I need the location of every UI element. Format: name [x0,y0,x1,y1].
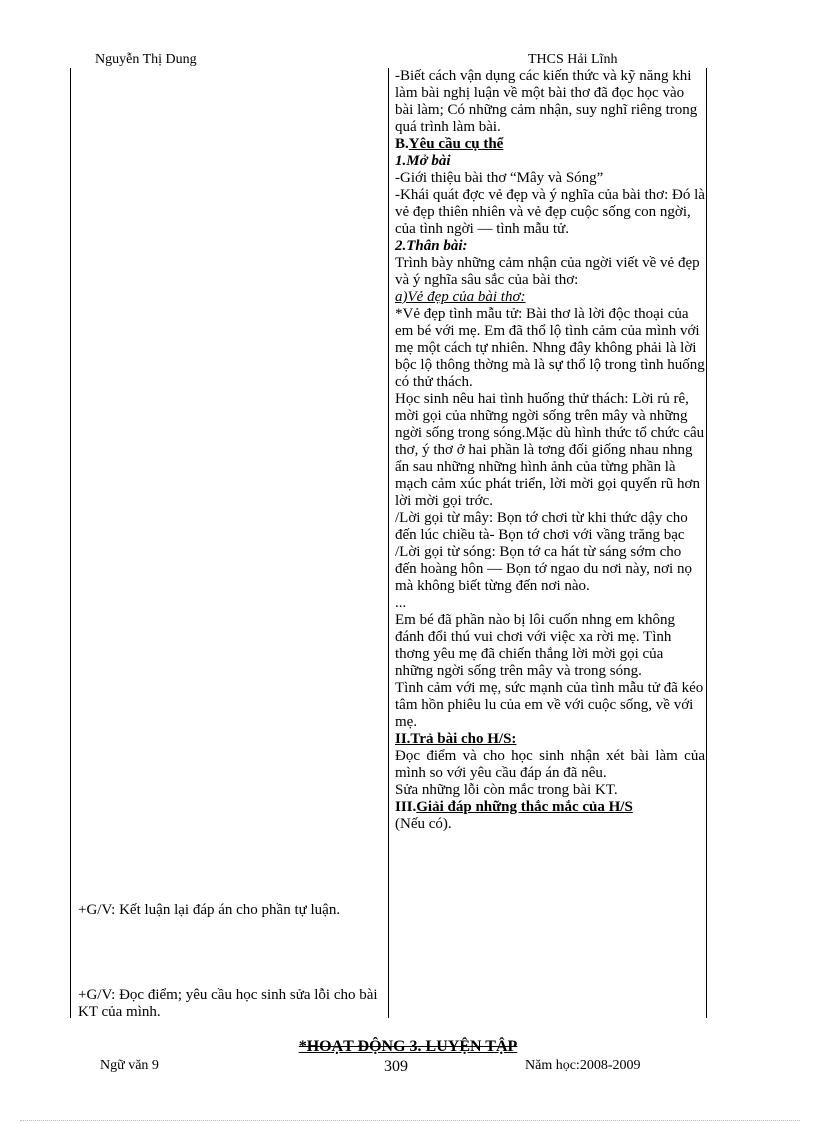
section-ii-paragraph-1: Đọc điểm và cho học sinh nhận xét bài làm của mình so với yêu cầu đáp án đã nêu. [395,748,705,781]
mo-bai-line-2: -Khái quát đợc vẻ đẹp và ý nghĩa của bài thơ: Đó là vẻ đẹp thiên nhiên và vẻ đẹp cuộc sống con ngời, của tình ngời — tình mẫu tử. [395,187,705,237]
section-ii-heading: II.Trả bài cho H/S: [395,731,517,747]
teacher-note-1: +G/V: Kết luận lại đáp án cho phần tự luận. [78,902,341,918]
section-b-title: Yêu cầu cụ thể [408,136,504,152]
table-border-left [70,68,71,1018]
paragraph-loi-goi-song: /Lời gọi từ sóng: Bọn tớ ca hát từ sáng sớm cho đến hoàng hôn — Bọn tớ ngao du nơi này, nơi nọ mà không biết từng đến nơi nào. [395,544,692,594]
page-bottom-divider [20,1120,800,1121]
page-number: 309 [384,1058,408,1075]
section-iii-title: Giải đáp những thắc mắc của H/S [416,799,633,815]
footer-subject: Ngữ văn 9 [100,1058,159,1073]
ellipsis: ... [395,595,407,611]
section-b-prefix: B. [395,136,409,152]
mo-bai-heading: 1.Mở bài [395,153,451,169]
mo-bai-line-1: -Giới thiệu bài thơ “Mây và Sóng” [395,170,604,186]
teacher-note-2: +G/V: Đọc điểm; yêu cầu học sinh sửa lỗi cho bài KT của mình. [78,987,378,1020]
objective-paragraph: -Biết cách vận dụng các kiến thức và kỹ năng khi làm bài nghị luận về một bài thơ đã đọc học vào bài làm; Có những cảm nhận, suy nghĩ riêng trong quá trình làm bài. [395,68,698,135]
section-ii-paragraph-2: Sửa những lỗi còn mắc trong bài KT. [395,782,618,798]
paragraph-loi-goi-may: /Lời gọi từ mây: Bọn tớ chơi từ khi thức dậy cho đến lúc chiều tà- Bọn tớ chơi với vầng trăng bạc [395,510,688,543]
than-bai-intro: Trình bày những cảm nhận của ngời viết về vẻ đẹp và ý nghĩa sâu sắc của bài thơ: [395,255,700,288]
header-author: Nguyễn Thị Dung [95,52,197,67]
section-iii-heading [395,799,705,816]
paragraph-em-be: Em bé đã phần nào bị lôi cuốn nhng em không đánh đổi thú vui chơi với việc xa rời mẹ. Tình thơng yêu mẹ đã chiến thắng lời mời gọi của những ngời sống trên mây và trong sóng. [395,612,675,679]
paragraph-tinh-mau-tu: *Vẻ đẹp tình mẫu tử: Bài thơ là lời độc thoại của em bé với mẹ. Em đã thổ lộ tình cảm của mình với mẹ một cách tự nhiên. Nhng đây không phải là lời bộc lộ thông thờng mà là sự thổ lộ trong tình huống có thử thách. [395,306,705,390]
activity-heading: *HOẠT ĐỘNG 3. LUYỆN TẬP [298,1038,518,1055]
than-bai-heading: 2.Thân bài: [395,238,468,254]
sub-heading-a: a)Vẻ đẹp của bài thơ: [395,289,526,305]
right-column [395,68,705,833]
table-border-middle [388,68,389,1018]
section-iii-paragraph: (Nếu có). [395,816,452,832]
section-iii-prefix: III. [395,799,417,815]
section-b-heading [395,136,705,153]
table-border-right [706,68,707,1018]
header-school: THCS Hải Lĩnh [528,52,618,67]
footer-school-year: Năm học:2008-2009 [525,1058,641,1073]
paragraph-tinh-huong: Học sinh nêu hai tình huống thử thách: Lời rủ rê, mời gọi của những ngời sống trên mây và những ngời sống trong sóng.Mặc dù hình thức tổ chức câu thơ, ý thơ ở hai phần là tơng đối giống nhau nhng ẩn sau những những hình ảnh của từng phần là mạch cảm xúc phát triển, lời mời gọi quyến rũ hơn lời mời gọi trớc. [395,391,705,509]
paragraph-tinh-cam: Tình cảm với mẹ, sức mạnh của tình mẫu tử đã kéo tâm hồn phiêu lu của em về với cuộc sống, về với mẹ. [395,680,704,730]
